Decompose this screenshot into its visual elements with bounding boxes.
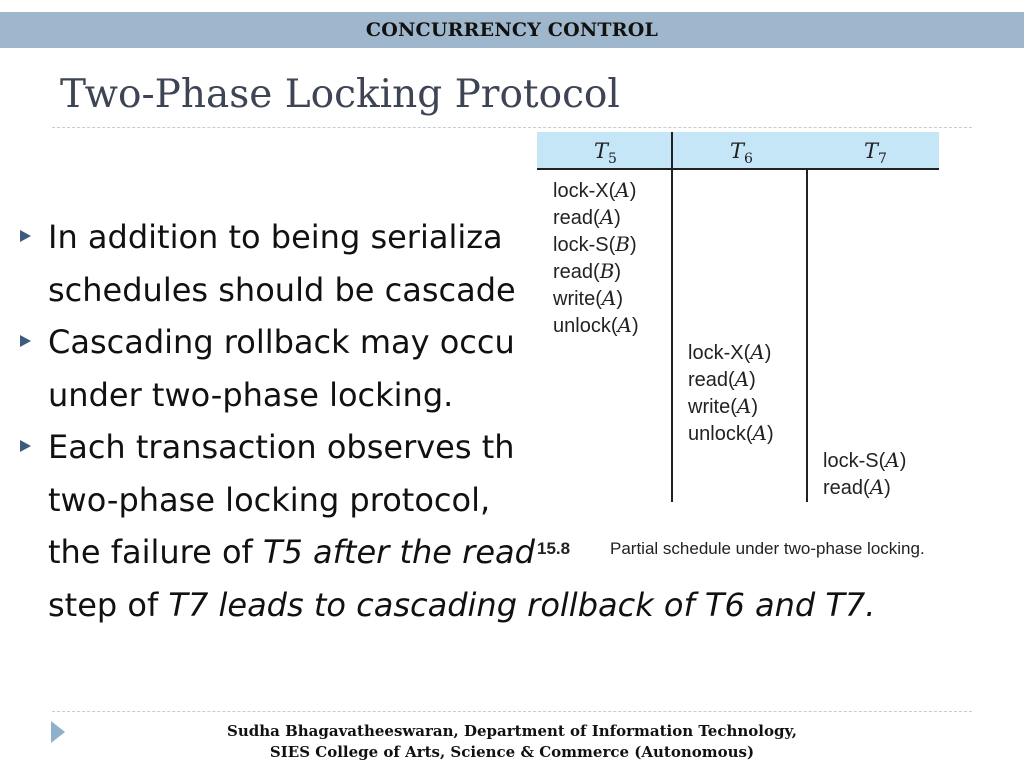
text-segment: In addition to being serializa: [48, 218, 503, 256]
schedule-operation: read(B): [553, 259, 622, 283]
column-divider: [671, 132, 673, 502]
slide-title: Two-Phase Locking Protocol: [60, 72, 620, 117]
bullet-text-line: [48, 585, 876, 624]
text-segment: T5 after the read: [262, 533, 535, 571]
footer-divider: [52, 711, 972, 712]
bullet-arrow-icon: [20, 440, 31, 452]
column-header-t5: $T_5$: [594, 139, 617, 168]
schedule-figure: [537, 130, 992, 570]
footer-line: SIES College of Arts, Science & Commerce (Autonomous): [269, 743, 755, 761]
column-header-t7: $T_7$: [864, 139, 887, 168]
text-segment: Cascading rollback may occu: [48, 323, 515, 361]
bullet-text-line: [48, 533, 535, 571]
header-banner: [0, 12, 1024, 48]
bullet-arrow-icon: [20, 335, 31, 347]
bullet-arrow-icon: [20, 230, 31, 242]
schedule-operation: lock-X(A): [688, 340, 772, 364]
schedule-operation: read(A): [823, 475, 891, 499]
bullet-text-line: [48, 375, 454, 414]
schedule-operation: read(A): [688, 367, 756, 391]
bullet-text-line: [48, 428, 515, 466]
text-segment: step of: [48, 585, 169, 624]
bullet-text-line: [48, 270, 516, 309]
column-header-t6: $T_6$: [730, 139, 753, 168]
schedule-operation: unlock(A): [553, 313, 639, 337]
schedule-operation: unlock(A): [688, 421, 774, 445]
footer-credits: [0, 721, 1024, 763]
caption-number: 15.8: [537, 539, 571, 558]
text-segment: schedules should be cascade: [48, 270, 516, 309]
schedule-table-header: [537, 132, 939, 170]
text-segment: Each transaction observes th: [48, 428, 515, 466]
text-segment: under two-phase locking.: [48, 375, 454, 414]
schedule-operation: lock-S(B): [553, 232, 637, 256]
schedule-operation: lock-X(A): [553, 178, 637, 202]
text-segment: T7 leads to cascading rollback of T6 and T7.: [168, 585, 876, 624]
text-segment: two-phase locking protocol,: [48, 480, 491, 519]
schedule-operation: write(A): [553, 286, 624, 310]
figure-caption: [537, 539, 992, 565]
text-segment: the failure of: [48, 533, 263, 571]
footer-line: Sudha Bhagavatheeswaran, Department of Information Technology,: [227, 722, 797, 740]
bullet-text-line: [48, 480, 491, 519]
column-divider: [806, 170, 808, 502]
banner-text: CONCURRENCY CONTROL: [365, 19, 659, 41]
caption-text: Partial schedule under two-phase locking.: [610, 539, 925, 558]
title-divider: [52, 127, 972, 128]
schedule-operation: read(A): [553, 205, 621, 229]
schedule-operation: write(A): [688, 394, 759, 418]
schedule-operation: lock-S(A): [823, 448, 907, 472]
bullet-text-line: [48, 323, 515, 361]
bullet-text-line: [48, 218, 503, 256]
